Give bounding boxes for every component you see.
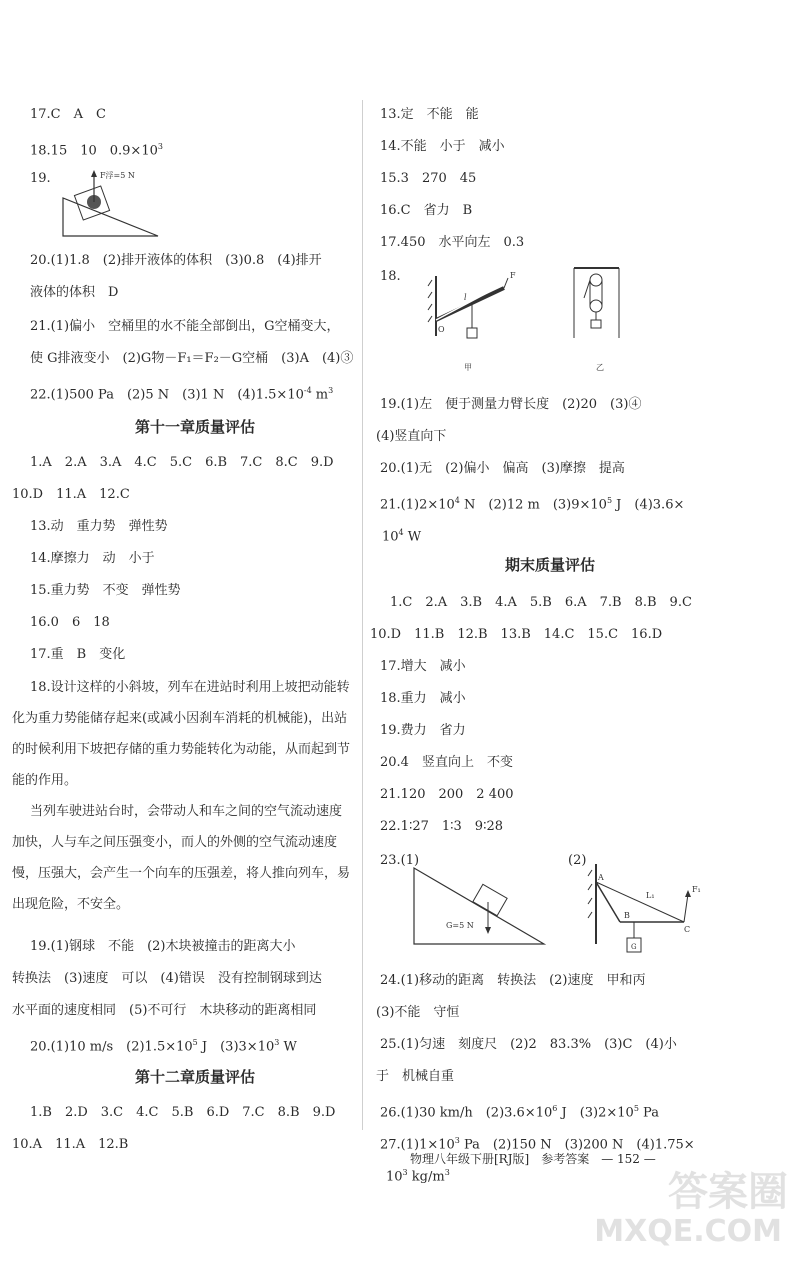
ch11-answer-19-line3: 水平面的速度相同 (5)不可行 木块移动的距离相同 bbox=[12, 1003, 317, 1018]
weight-box-label: G bbox=[631, 943, 637, 951]
answer-r14: 14.不能 小于 减小 bbox=[380, 139, 505, 154]
final-answer-20: 20.4 竖直向上 不变 bbox=[380, 755, 513, 770]
ch12-mc-line2: 10.A 11.A 12.B bbox=[12, 1137, 129, 1152]
arm-l1-label: L₁ bbox=[646, 891, 655, 900]
point-a-label: A bbox=[598, 873, 604, 882]
ch11-answer-16: 16.0 6 18 bbox=[30, 615, 110, 630]
final-answer-18: 18.重力 减小 bbox=[380, 691, 466, 706]
final-answer-24-line2: (3)不能 守恒 bbox=[376, 1005, 460, 1020]
answer-r21: $21.(1)2\times 10^4$ N (2)12 m $(3)9\times 10^5$ J (4)3.6× bbox=[380, 496, 685, 513]
answer-17: 17.C A C bbox=[30, 107, 106, 122]
lever-pivot-label: O bbox=[438, 325, 445, 334]
answer-22: 22.(1)500 Pa (2)5 N (3)1 N $(4)1.5\times 10^{-4}$ $m^3$ bbox=[30, 386, 334, 403]
point-c-label: C bbox=[684, 925, 691, 934]
figure-b-label: 乙 bbox=[596, 363, 604, 372]
answer-r18: 18. bbox=[380, 269, 401, 284]
final-answer-22: 22.1∶27 1∶3 9∶28 bbox=[380, 819, 503, 834]
ch11-answer-18-para2: 当列车驶进站台时，会带动人和车之间的空气流动速度加快，人与车之间压强变小，而人的外侧的空气流动速度慢，压强大，会产生一个向车的压强差，将人推向列车，易出现危险，不安全。 bbox=[12, 804, 351, 912]
final-answer-23-part1: 23.(1) bbox=[380, 853, 420, 868]
ch11-mc-line1: 1.A 2.A 3.A 4.C 5.C 6.B 7.C 8.C 9.D bbox=[30, 455, 334, 470]
figure-a-label: 甲 bbox=[464, 363, 472, 372]
answer-19: 19. bbox=[30, 171, 51, 186]
ch11-answer-13: 13.动 重力势 弹性势 bbox=[30, 519, 168, 534]
ch11-answer-20: 20.(1)10 m/s $(2)1.5\times 10^5$ J $(3)3\times 10^3$ W bbox=[30, 1038, 297, 1055]
final-answer-25-line1: 25.(1)匀速 刻度尺 (2)2 83.3% (3)C (4)小 bbox=[380, 1037, 677, 1052]
final-answer-27-line2: $10^3$ $kg/m^3$ bbox=[386, 1168, 450, 1185]
watermark-url: MXQE.COM bbox=[594, 1214, 782, 1249]
chapter-12-title: 第十二章质量评估 bbox=[134, 1068, 255, 1086]
watermark-logo: 答案圈 bbox=[668, 1169, 788, 1215]
answer-21-line2: 使 G排液变小 (2)G物－F₁＝F₂－G空桶 (3)A (4)③ bbox=[30, 351, 354, 366]
final-23-figures bbox=[384, 852, 724, 962]
ch11-answer-19-line2: 转换法 (3)速度 可以 (4)错误 没有控制钢球到达 bbox=[12, 971, 322, 986]
answer-r17: 17.450 水平向左 0.3 bbox=[380, 235, 525, 250]
final-mc-line2: 10.D 11.B 12.B 13.B 14.C 15.C 16.D bbox=[370, 627, 663, 642]
final-exam-title: 期末质量评估 bbox=[504, 556, 595, 574]
final-answer-21: 21.120 200 2 400 bbox=[380, 787, 514, 802]
final-answer-19: 19.费力 省力 bbox=[380, 723, 466, 738]
ch11-mc-line2: 10.D 11.A 12.C bbox=[12, 487, 130, 502]
lever-force-label: F bbox=[510, 271, 516, 280]
final-answer-17: 17.增大 减小 bbox=[380, 659, 466, 674]
force-f1-label: F₁ bbox=[692, 885, 701, 894]
ch12-mc-line1: 1.B 2.D 3.C 4.C 5.B 6.D 7.C 8.B 9.D bbox=[30, 1105, 336, 1120]
page-footer: 物理八年级下册[RJ版] 参考答案 — 152 — bbox=[410, 1152, 656, 1166]
answer-r16: 16.C 省力 B bbox=[380, 203, 473, 218]
gravity-label: G=5 N bbox=[446, 921, 474, 930]
ch11-answer-18-para1: 18.设计这样的小斜坡，列车在进站时利用上坡把动能转化为重力势能储存起来(或减小因刹车消耗的机械能)，出站的时候利用下坡把存储的重力势能转化为动能，从而起到节能的作用。 bbox=[12, 680, 351, 788]
answer-21-line1: 21.(1)偏小 空桶里的水不能全部倒出，G空桶变大， bbox=[30, 319, 340, 334]
answer-18: 18.15 10 $0.9\times 10^3$ bbox=[30, 142, 163, 159]
final-answer-23-part2: (2) bbox=[568, 853, 587, 868]
answer-r19-line2: (4)竖直向下 bbox=[376, 429, 447, 444]
final-answer-25-line2: 于 机械自重 bbox=[376, 1069, 455, 1084]
incline-buoyancy-figure bbox=[58, 168, 168, 240]
answer-r21-line2: $10^4$ W bbox=[382, 528, 422, 545]
answer-20-line1: 20.(1)1.8 (2)排开液体的体积 (3)0.8 (4)排开 bbox=[30, 253, 322, 268]
chapter-11-title: 第十一章质量评估 bbox=[134, 418, 255, 436]
answer-r19-line1: 19.(1)左 便于测量力臂长度 (2)20 (3)④ bbox=[380, 397, 642, 412]
final-answer-26: 26.(1)30 km/h $(2)3.6\times 10^6$ J $(3)2\times 10^5$ Pa bbox=[380, 1104, 659, 1121]
answer-r20: 20.(1)无 (2)偏小 偏高 (3)摩擦 提高 bbox=[380, 461, 625, 476]
lever-arm-label: l bbox=[464, 293, 467, 302]
ch11-answer-14: 14.摩擦力 动 小于 bbox=[30, 551, 155, 566]
ch11-answer-17: 17.重 B 变化 bbox=[30, 647, 126, 662]
ch11-answer-19-line1: 19.(1)钢球 不能 (2)木块被撞击的距离大小 bbox=[30, 939, 296, 954]
final-mc-line1: 1.C 2.A 3.B 4.A 5.B 6.A 7.B 8.B 9.C bbox=[390, 595, 692, 610]
answer-20-line2: 液体的体积 D bbox=[30, 285, 119, 300]
answer-r15: 15.3 270 45 bbox=[380, 171, 477, 186]
answer-r13: 13.定 不能 能 bbox=[380, 107, 479, 122]
final-answer-27: $27.(1)1\times 10^3$ Pa (2)150 N (3)200 N (4)1.75× bbox=[380, 1136, 695, 1153]
buoyancy-force-label: F浮=5 N bbox=[100, 171, 135, 180]
lever-pulley-figure bbox=[424, 266, 674, 376]
point-b-label: B bbox=[624, 911, 630, 920]
final-answer-24-line1: 24.(1)移动的距离 转换法 (2)速度 甲和丙 bbox=[380, 973, 646, 988]
ch11-answer-15: 15.重力势 不变 弹性势 bbox=[30, 583, 181, 598]
column-divider bbox=[362, 100, 363, 1130]
